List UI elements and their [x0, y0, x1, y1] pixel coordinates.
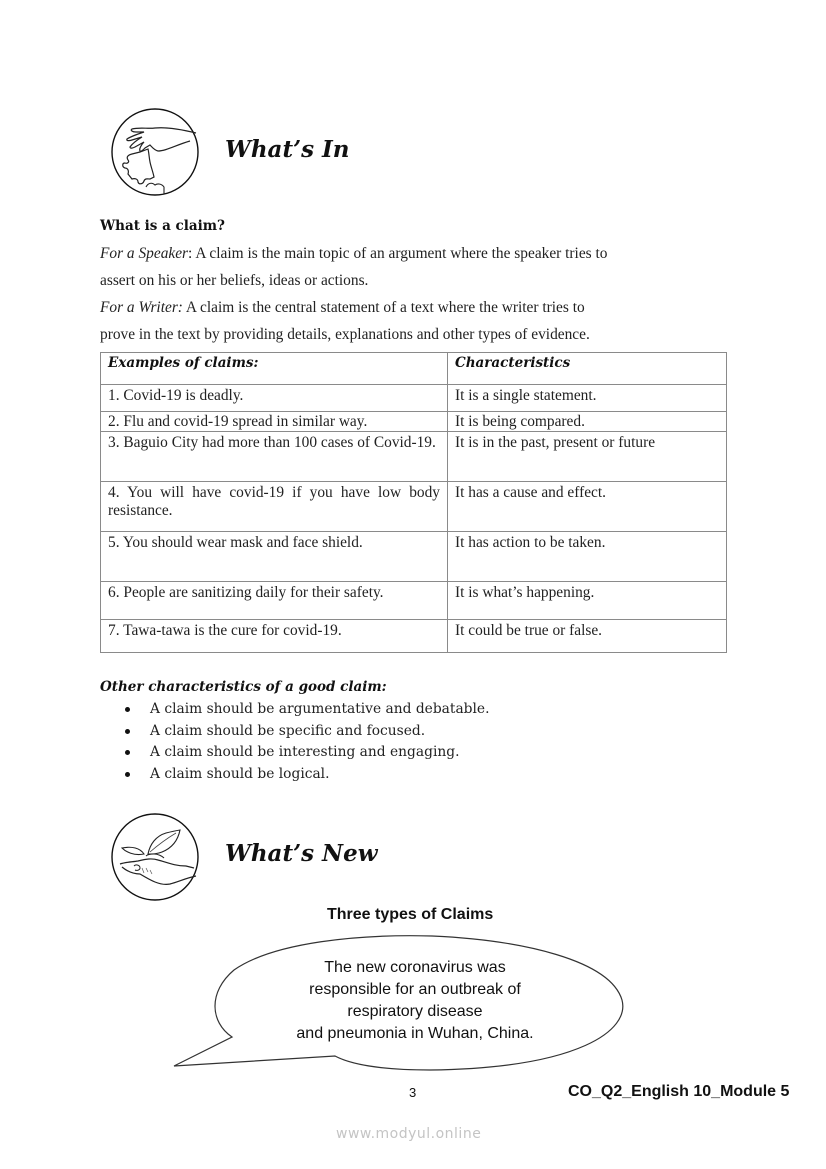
- hand-puzzle-icon: [110, 107, 200, 197]
- characteristic-cell: It has action to be taken.: [448, 532, 727, 582]
- speaker-text-2: assert on his or her beliefs, ideas or actions.: [100, 272, 369, 289]
- characteristic-cell: It has a cause and effect.: [448, 482, 727, 532]
- claim-cell: 3. Baguio City had more than 100 cases of Covid-19.: [101, 432, 448, 482]
- bullet-icon: [125, 707, 130, 712]
- claim-cell: 6. People are sanitizing daily for their safety.: [101, 582, 448, 620]
- bubble-line: The new coronavirus was: [324, 959, 506, 976]
- page-number: 3: [409, 1085, 417, 1100]
- watermark: www.modyul.online: [336, 1126, 482, 1142]
- module-code: CO_Q2_English 10_Module 5: [568, 1083, 790, 1100]
- list-item-text: A claim should be interesting and engaging.: [150, 744, 460, 761]
- list-item: [124, 699, 489, 721]
- good-claim-heading: Other characteristics of a good claim:: [100, 679, 387, 695]
- table-row: [101, 620, 727, 653]
- claim-question-heading: What is a claim?: [100, 218, 225, 234]
- bubble-line: respiratory disease: [347, 1003, 483, 1020]
- bullet-icon: [125, 772, 130, 777]
- speaker-text-1: : A claim is the main topic of an argument where the speaker tries to: [188, 245, 608, 262]
- bubble-line: responsible for an outbreak of: [309, 981, 521, 998]
- list-item-text: A claim should be argumentative and debatable.: [150, 701, 490, 717]
- table-row: [101, 432, 727, 482]
- header-examples: Examples of claims:: [101, 353, 448, 385]
- characteristic-cell: It is a single statement.: [448, 385, 727, 412]
- writer-text-2: prove in the text by providing details, explanations and other types of evidence.: [100, 326, 590, 343]
- table-row: [101, 532, 727, 582]
- good-claim-list: [124, 699, 489, 785]
- characteristic-cell: It is being compared.: [448, 412, 727, 432]
- characteristic-cell: It is in the past, present or future: [448, 432, 727, 482]
- section-title-whats-in: What’s In: [225, 136, 350, 163]
- table-header-row: [101, 353, 727, 385]
- three-types-heading: Three types of Claims: [327, 906, 494, 923]
- header-characteristics: Characteristics: [448, 353, 727, 385]
- writer-label: For a Writer:: [100, 299, 183, 316]
- claim-cell: 1. Covid-19 is deadly.: [101, 385, 448, 412]
- list-item: [124, 764, 489, 786]
- speech-bubble-text: [260, 957, 570, 1045]
- claim-cell: 7. Tawa-tawa is the cure for covid-19.: [101, 620, 448, 653]
- claims-table: [100, 352, 727, 653]
- list-item: [124, 742, 489, 764]
- characteristic-cell: It could be true or false.: [448, 620, 727, 653]
- claim-cell: 2. Flu and covid-19 spread in similar way.: [101, 412, 448, 432]
- characteristic-cell: It is what’s happening.: [448, 582, 727, 620]
- bullet-icon: [125, 729, 130, 734]
- section-title-whats-new: What’s New: [225, 840, 378, 867]
- claim-cell: 5. You should wear mask and face shield.: [101, 532, 448, 582]
- list-item-text: A claim should be logical.: [150, 765, 330, 782]
- list-item-text: A claim should be specific and focused.: [150, 722, 426, 739]
- claim-cell: 4. You will have covid-19 if you have low body resistance.: [101, 482, 448, 532]
- hand-plant-icon: [110, 812, 200, 902]
- table-row: [101, 385, 727, 412]
- speaker-definition: [100, 240, 740, 294]
- table-row: [101, 412, 727, 432]
- table-row: [101, 582, 727, 620]
- writer-definition: [100, 294, 740, 348]
- writer-text-1: A claim is the central statement of a text where the writer tries to: [182, 299, 585, 316]
- list-item: [124, 721, 489, 743]
- table-row: [101, 482, 727, 532]
- bullet-icon: [125, 750, 130, 755]
- speaker-label: For a Speaker: [100, 245, 189, 262]
- bubble-line: and pneumonia in Wuhan, China.: [296, 1025, 534, 1042]
